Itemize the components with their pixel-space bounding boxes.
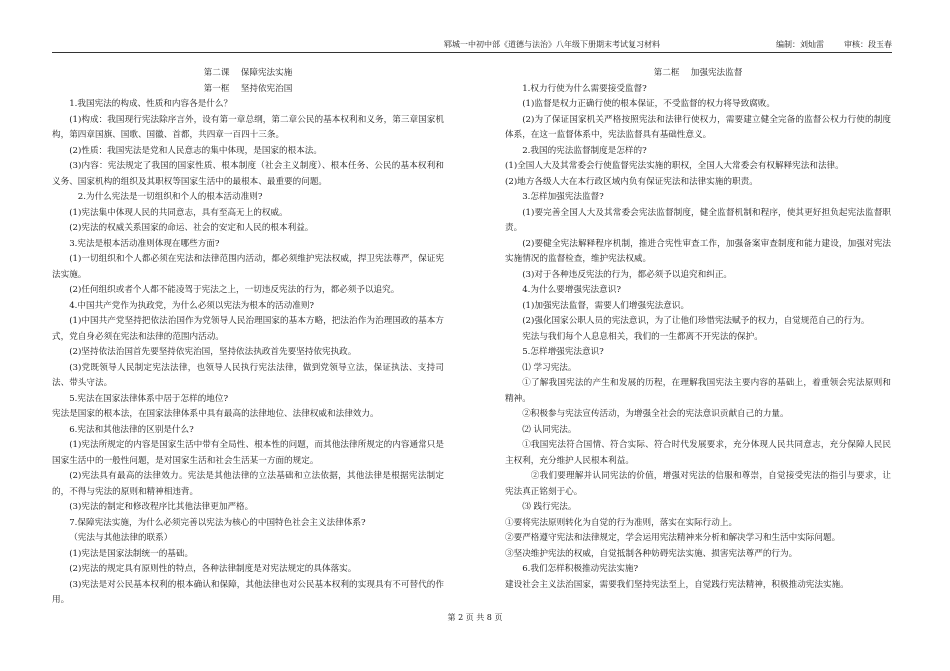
section-title: 第一框 坚持依宪治国 xyxy=(203,83,293,94)
section-title: 第二框 加强宪法监督 xyxy=(653,68,743,78)
paragraph: (1)构成：我国现行宪法除序言外，设有第一章总纲，第二章公民的基本权利和义务，第三章国家机构，第四章国旗、国歌、国徽、首都，共四章一百四十三条。 xyxy=(52,114,444,140)
paragraph: (2)地方各级人大在本行政区域内负有保证宪法和法律实施的职责。 xyxy=(505,176,758,187)
paragraph: (2)宪法的权威关系国家的命运、社会的安定和人民的根本利益。 xyxy=(69,223,314,233)
paragraph: (1)一切组织和个人都必须在宪法和法律范围内活动，都必须维护宪法权威，捍卫宪法尊严，保证宪法实施。 xyxy=(52,254,444,280)
paragraph: (2)坚持依法治国首先要坚持依宪治国，坚持依法执政首先要坚持依宪执政。 xyxy=(69,347,357,357)
page-number: 第 2 页 共 8 页 xyxy=(447,613,503,622)
paragraph: 4.为什么要增强宪法意识? xyxy=(522,285,621,295)
paragraph: (1)宪法集中体现人民的共同意志，具有至高无上的权威。 xyxy=(69,207,288,218)
paragraph: (2)任何组织或者个人都不能凌驾于宪法之上，一切违反宪法的行为，都必须予以追究。 xyxy=(69,285,400,295)
paragraph: ②要严格遵守宪法和法律规定，学会运用宪法精神来分析和解决学习和生活中实际问题。 xyxy=(505,533,841,543)
paragraph: 5.怎样增强宪法意识? xyxy=(522,347,604,357)
paragraph: ②我们要理解并认同宪法的价值，增强对宪法的信服和尊崇，自觉接受宪法的指引与要求，让宪法真正铭刻于心。 xyxy=(505,471,891,497)
paragraph: ①我国宪法符合国情、符合实际、符合时代发展要求，充分体现人民共同意志，充分保障人民民主权利，充分维护人民根本利益。 xyxy=(505,440,891,466)
paragraph: 7.保障宪法实施，为什么必须完善以宪法为核心的中国特色社会主义法律体系? xyxy=(69,517,366,528)
page-footer xyxy=(0,612,950,624)
paragraph: (2)宪法的规定具有原则性的特点，各种法律制度是对宪法规定的具体落实。 xyxy=(69,564,357,574)
paragraph: 3.怎样加强宪法监督? xyxy=(522,192,604,202)
paragraph: ①了解我国宪法的产生和发展的历程，在理解我国宪法主要内容的基础上，着重领会宪法原则和精神。 xyxy=(505,378,891,404)
paragraph: ①要将宪法原则转化为自觉的行为准则，落实在实际行动上。 xyxy=(505,517,738,528)
paragraph: (3)内容：宪法规定了我国的国家性质、根本制度（社会主义制度）、根本任务、公民的基本权利和义务、国家机构的组织及其职权等国家生活中的最根本、最重要的问题。 xyxy=(52,161,444,187)
paragraph: (1)要完善全国人大及其常委会宪法监督制度，健全监督机制和程序，使其更好担负起宪法监督职责。 xyxy=(505,207,891,233)
paragraph: （宪法与其他法律的联系） xyxy=(69,533,173,543)
section-title: 第二课 保障宪法实施 xyxy=(203,68,293,78)
paragraph: 1.我国宪法的构成、性质和内容各是什么？ xyxy=(69,99,233,109)
page-header xyxy=(52,38,892,53)
paragraph: (3)对于各种违反宪法的行为，都必须予以追究和纠正。 xyxy=(522,269,733,280)
paragraph: ⑴ 学习宪法。 xyxy=(522,362,577,373)
paragraph: ③坚决维护宪法的权威，自觉抵制各种妨碍宪法实施、损害宪法尊严的行为。 xyxy=(505,548,798,559)
paragraph: (3)宪法的制定和修改程序比其他法律更加严格。 xyxy=(69,502,254,512)
paragraph: (1)加强宪法监督，需要人们增强宪法意识。 xyxy=(522,300,690,311)
paragraph: 4.中国共产党作为执政党，为什么必须以宪法为根本的活动准则? xyxy=(69,300,315,311)
paragraph: 2.为什么宪法是一切组织和个人的根本活动准则? xyxy=(77,192,263,202)
header-reviewer: 审核：段玉春 xyxy=(844,40,892,49)
paragraph: 1.权力行使为什么需要接受监督? xyxy=(522,83,647,94)
paragraph: (3)宪法是对公民基本权利的根本确认和保障，其他法律也对公民基本权利的实现具有不可替代的作用。 xyxy=(52,579,444,605)
paragraph: ⑵ 认同宪法。 xyxy=(522,424,577,435)
paragraph: 5.宪法在国家法律体系中居于怎样的地位? xyxy=(69,393,229,404)
paragraph: 2.我国的宪法监督制度是怎样的? xyxy=(522,145,647,156)
paragraph: 6.宪法和其他法律的区别是什么? xyxy=(69,424,194,435)
right-column xyxy=(505,66,891,593)
paragraph: (2)要健全宪法解释程序机制，推进合宪性审查工作，加强备案审查制度和能力建设，加强对宪法实施情况的监督检查，维护宪法权威。 xyxy=(505,238,891,264)
paragraph: ②积极参与宪法宣传活动，为增强全社会的宪法意识贡献自己的力量。 xyxy=(522,409,789,419)
paragraph: ⑶ 践行宪法。 xyxy=(522,502,577,512)
paragraph: 6.我们怎样积极推动宪法实施? xyxy=(522,564,639,574)
paragraph: (2)强化国家公职人员的宪法意识，为了让他们珍惜宪法赋予的权力，自觉规范自己的行为。 xyxy=(522,316,870,326)
paragraph: (2)为了保证国家机关严格按照宪法和法律行使权力，需要建立健全完备的监督公权力行使的制度体系，在这一监督体系中，宪法监督具有基础性意义。 xyxy=(505,114,891,140)
paragraph: 建设社会主义法治国家，需要我们坚持宪法至上，自觉践行宪法精神，积极推动宪法实施。 xyxy=(505,579,849,590)
header-school-title: 郓城一中初中部《道德与法治》八年级下册期末考试复习材料 xyxy=(444,40,660,49)
paragraph: (1)宪法所规定的内容是国家生活中带有全局性、根本性的问题，而其他法律所规定的内容通常只是国家生活中的一般性问题，是对国家生活和社会生活某一方面的规定。 xyxy=(52,440,444,466)
paragraph: (3)党既领导人民制定宪法法律，也领导人民执行宪法法律，做到党领导立法，保证执法、支持司法、带头守法。 xyxy=(52,362,444,388)
paragraph: 宪法是国家的根本法，在国家法律体系中具有最高的法律地位、法律权威和法律效力。 xyxy=(52,409,379,419)
paragraph: (1)全国人大及其常委会行使监督宪法实施的职权，全国人大常委会有权解释宪法和法律。 xyxy=(505,161,844,171)
paragraph: (1)监督是权力正确行使的根本保证，不受监督的权力将导致腐败。 xyxy=(522,99,775,109)
paragraph: (2)性质：我国宪法是党和人民意志的集中体现，是国家的根本法。 xyxy=(69,145,322,156)
left-column xyxy=(52,66,444,609)
paragraph: (2)宪法具有最高的法律效力。宪法是其他法律的立法基础和立法依据，其他法律是根据宪法制定的，不得与宪法的原则和精神相违背。 xyxy=(52,471,444,497)
paragraph: 宪法与我们每个人息息相关，我们的一生都离不开宪法的保护。 xyxy=(522,331,763,342)
paragraph: (1)宪法是国家法制统一的基础。 xyxy=(69,548,194,559)
header-editor: 编制：刘灿雷 xyxy=(776,40,824,49)
paragraph: (1)中国共产党坚持把依法治国作为党领导人民治理国家的基本方略，把法治作为治理国政的基本方式，党自身必须在宪法和法律的范围内活动。 xyxy=(52,316,444,342)
paragraph: 3.宪法是根本活动准则体现在哪些方面? xyxy=(69,238,220,249)
